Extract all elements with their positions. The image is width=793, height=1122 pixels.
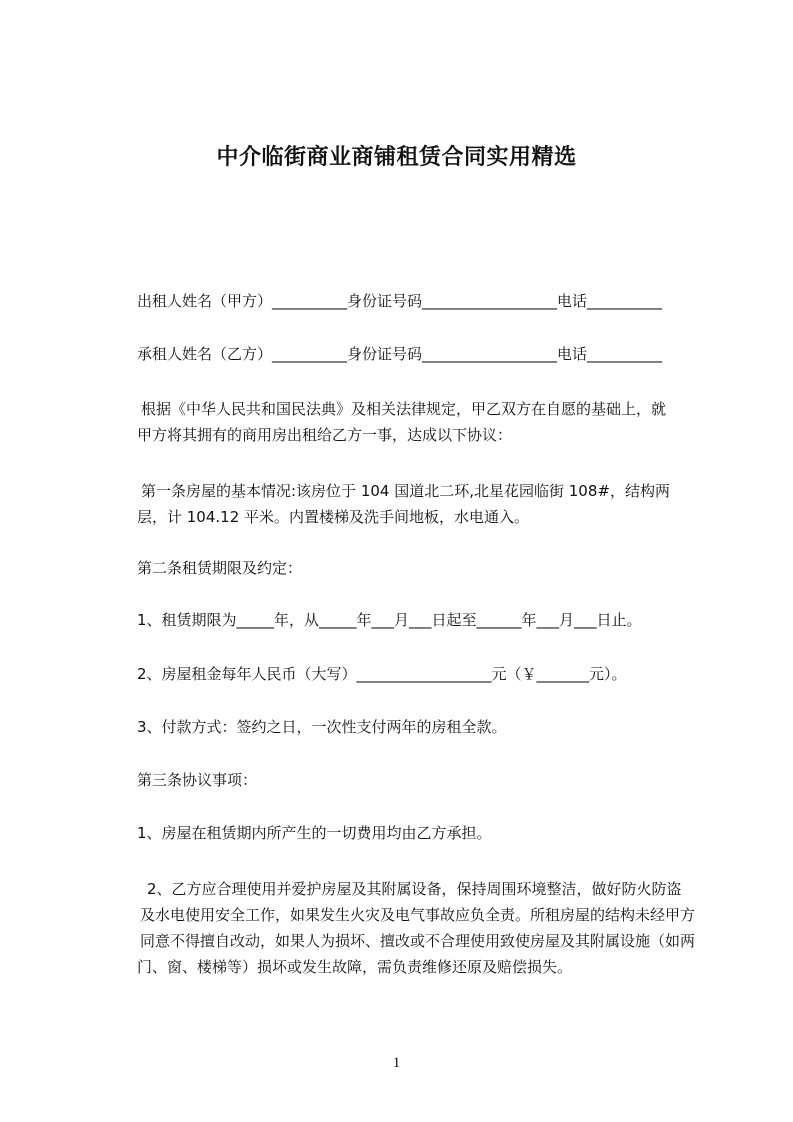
article-2-item-2: 2、房屋租金每年人民币（大写）__________________元（￥_______元）。 [137, 665, 627, 683]
article-3-item-2 [137, 876, 707, 980]
article-3-item-2-line-4: 门、窗、楼梯等）损坏或发生故障，需负责维修还原及赔偿损失。 [137, 958, 573, 976]
article-3-item-1: 1、房屋在租赁期内所产生的一切费用均由乙方承担。 [137, 824, 492, 842]
article-2-item-1: 1、租赁期限为_____年，从_____年___月___日起至______年___月___日止。 [137, 611, 642, 629]
lessor-info-line: 出租人姓名（甲方）__________身份证号码__________________电话__________ [137, 292, 663, 310]
article-1-line-2: 层，计 104.12 平米。内置楼梯及洗手间地板，水电通入。 [137, 508, 530, 526]
article-2-heading: 第二条租赁期限及约定： [137, 559, 303, 577]
intro-line-1: 根据《中华人民共和国民法典》及相关法律规定，甲乙双方在自愿的基础上，就 [141, 400, 667, 418]
article-3-heading: 第三条协议事项： [137, 771, 258, 789]
article-3-item-2-line-3: 同意不得擅自改动，如果人为损坏、擅改或不合理使用致使房屋及其附属设施（如两 [140, 932, 696, 950]
lessee-info-line: 承租人姓名（乙方）__________身份证号码__________________电话__________ [137, 345, 663, 363]
article-3-item-2-line-1: 2、乙方应合理使用并爱护房屋及其附属设备，保持周围环境整洁，做好防火防盗 [147, 880, 682, 898]
intro-line-2: 甲方将其拥有的商用房出租给乙方一事，达成以下协议： [137, 426, 513, 444]
article-1-paragraph [137, 478, 707, 530]
article-3-item-2-line-2: 及水电使用安全工作，如果发生火灾及电气事故应负全责。所租房屋的结构未经甲方 [140, 906, 696, 924]
page-number: 1 [392, 1055, 401, 1071]
document-title: 中介临街商业商铺租赁合同实用精选 [216, 145, 577, 170]
article-2-item-3: 3、付款方式：签约之日，一次性支付两年的房租全款。 [137, 718, 507, 736]
article-1-line-1: 第一条房屋的基本情况:该房位于 104 国道北二环,北星花园临街 108#，结构两 [141, 482, 670, 500]
intro-paragraph [137, 396, 707, 448]
